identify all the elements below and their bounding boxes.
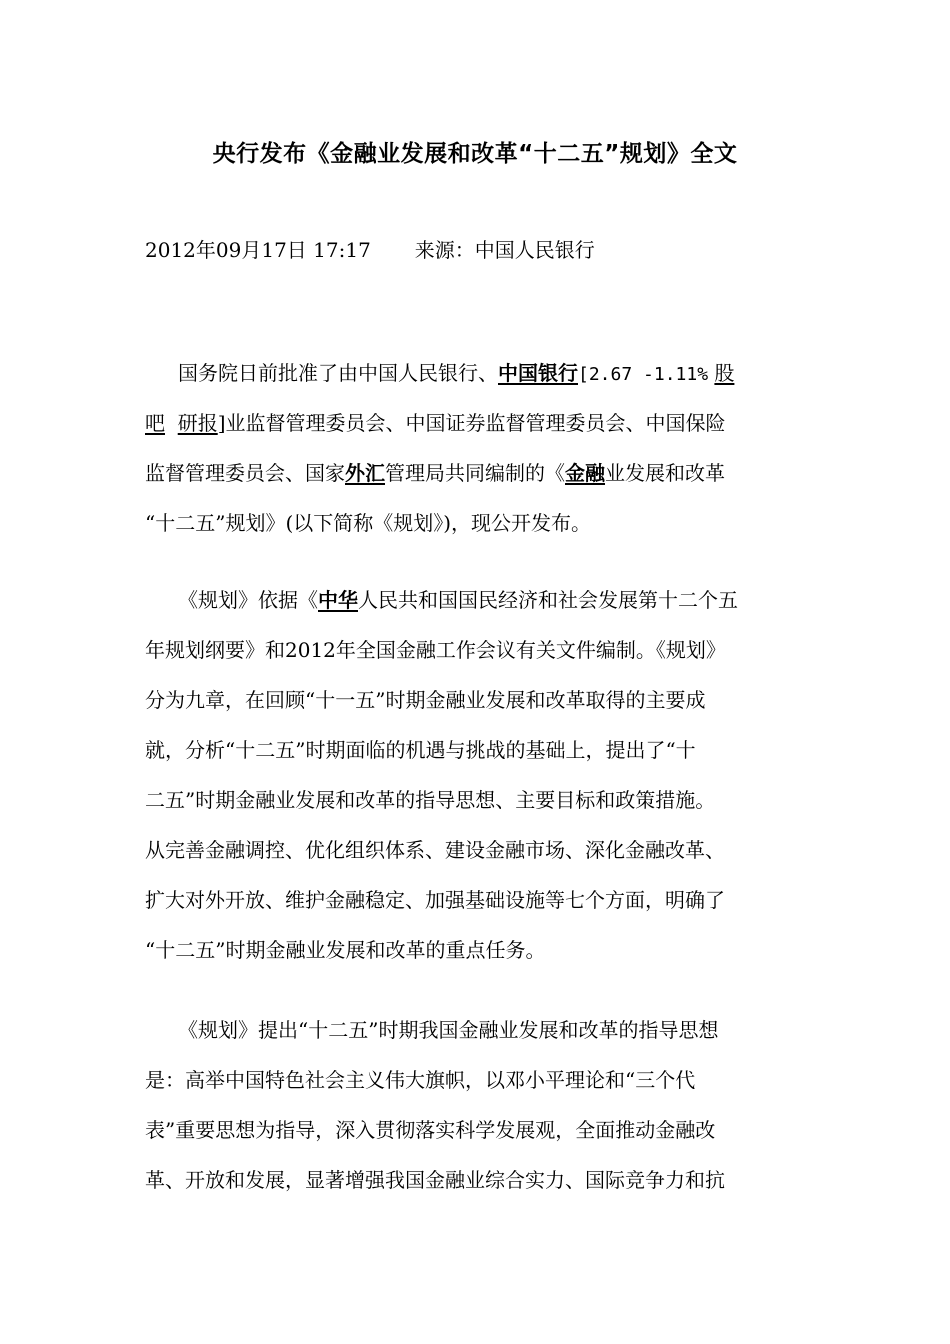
p1-line-4 <box>145 505 591 541</box>
p2-text: 《规划》依据《 <box>178 588 318 612</box>
p2-line-2: 年规划纲要》和2012年全国金融工作会议有关文件编制。《规划》 <box>145 638 726 662</box>
p3-line-1: 《规划》提出“十二五”时期我国金融业发展和改革的指导思想 <box>178 1018 719 1042</box>
p3-line-4: 革、开放和发展，显著增强我国金融业综合实力、国际竞争力和抗 <box>145 1168 725 1192</box>
p1-text: 业发展和改革 <box>605 461 725 485</box>
p2-line-7: 扩大对外开放、维护金融稳定、加强基础设施等七个方面，明确了 <box>145 888 725 912</box>
p1-text: 管理局共同编制的《 <box>385 461 565 485</box>
p1-text: 监督管理委员会、国家 <box>145 461 345 485</box>
p1-text: 国务院日前批准了由中国人民银行、 <box>178 361 498 385</box>
p2-line-3: 分为九章，在回顾“十一五”时期金融业发展和改革取得的主要成 <box>145 688 706 712</box>
p2-line-1 <box>145 582 738 618</box>
p3-line-3: 表”重要思想为指导，深入贯彻落实科学发展观，全面推动金融改 <box>145 1118 716 1142</box>
p2-line-4: 就，分析“十二五”时期面临的机遇与挑战的基础上，提出了“十 <box>145 738 696 762</box>
publish-date: 2012年09月17日 17:17 <box>145 238 371 262</box>
p2-line-5: 二五”时期金融业发展和改革的指导思想、主要目标和政策措施。 <box>145 788 716 812</box>
finance-link[interactable]: 金融 <box>565 461 605 485</box>
guba-link-part-2[interactable]: 吧 <box>145 411 165 435</box>
guba-link-part-1[interactable]: 股 <box>714 361 735 385</box>
article-source: 来源：中国人民银行 <box>414 238 595 262</box>
p2-text: 人民共和国国民经济和社会发展第十二个五 <box>358 588 738 612</box>
p1-text: ]业监督管理委员会、中国证券监督管理委员会、中国保险 <box>217 411 726 435</box>
article-title: 央行发布《金融业发展和改革“十二五”规划》全文 <box>212 141 738 167</box>
p2-line-6: 从完善金融调控、优化组织体系、建设金融市场、深化金融改革、 <box>145 838 725 862</box>
p1-text: “十二五”规划》(以下简称《规划》)，现公开发布。 <box>145 511 592 535</box>
p3-line-2: 是：高举中国特色社会主义伟大旗帜，以邓小平理论和“三个代 <box>145 1068 696 1092</box>
p1-line-1 <box>145 355 734 393</box>
zhonghua-link[interactable]: 中华 <box>318 588 358 612</box>
p2-line-8: “十二五”时期金融业发展和改革的重点任务。 <box>145 938 546 962</box>
forex-link[interactable]: 外汇 <box>345 461 385 485</box>
p1-line-3 <box>145 455 725 491</box>
article-meta <box>145 232 595 268</box>
stock-link-bank-of-china[interactable]: 中国银行 <box>498 361 578 385</box>
research-report-link[interactable]: 研报 <box>177 411 218 435</box>
stock-quote: [2.67 -1.11% <box>578 364 709 385</box>
p1-line-2 <box>145 405 726 441</box>
